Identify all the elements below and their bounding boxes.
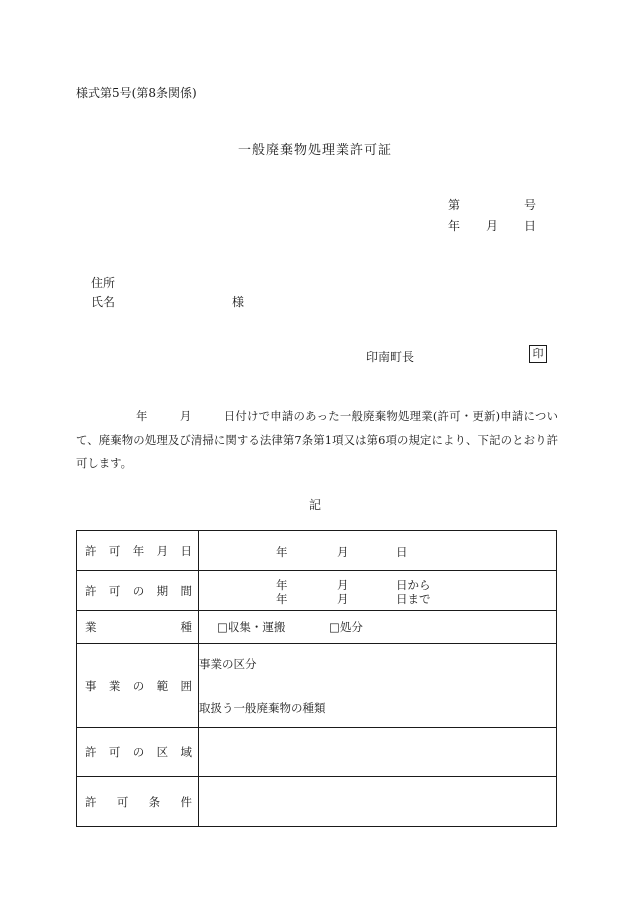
value-permit-date: 年 月 日 [199, 531, 557, 571]
row-business-type [77, 611, 557, 644]
seal-mark: 印 [529, 345, 547, 363]
issuer-name: 印南町長 [366, 350, 415, 364]
name-label: 氏名 [91, 295, 116, 309]
label-permit-conditions: 許 可 条 件 [77, 777, 199, 827]
value-permit-area [199, 728, 557, 777]
value-permit-conditions [199, 777, 557, 827]
honorific: 様 [232, 295, 245, 309]
body-year: 年 [136, 409, 148, 423]
checkbox-collection-transport[interactable]: □収集・運搬 [217, 620, 286, 634]
body-paragraph [76, 405, 558, 476]
form-number-label: 様式第5号(第8条関係) [76, 86, 197, 100]
body-month: 月 [179, 409, 192, 423]
number-suffix: 号 [523, 198, 536, 212]
label-business-type: 業 種 [77, 611, 199, 644]
row-permit-conditions [77, 777, 557, 827]
address-label: 住所 [91, 276, 116, 290]
waste-types-label: 取扱う一般廃棄物の種類 [199, 701, 326, 715]
label-business-scope: 事 業 の 範 囲 [77, 644, 199, 728]
value-business-type [199, 611, 557, 644]
permit-number-line [448, 196, 536, 213]
row-business-scope [77, 644, 557, 728]
label-permit-period: 許 可 の 期 間 [77, 571, 199, 611]
row-permit-period [77, 571, 557, 611]
body-text: 日付けで申請のあった一般廃棄物処理業(許可・更新)申請について、廃棄物の処理及び清掃に関する法律第7条第1項又は第6項の規定により、下記のとおり許可します。 [76, 409, 558, 470]
issue-day-label: 日 [523, 219, 536, 233]
ki-heading: 記 [308, 498, 321, 512]
label-permit-date: 許 可 年 月 日 [77, 531, 199, 571]
label-permit-area: 許 可 の 区 域 [77, 728, 199, 777]
number-prefix: 第 [448, 198, 461, 212]
document-title: 一般廃棄物処理業許可証 [237, 143, 392, 158]
permit-details-table [76, 530, 557, 827]
value-permit-period: 年 月 日から 年 月 日まで [199, 571, 557, 611]
checkbox-disposal[interactable]: □処分 [329, 620, 363, 634]
row-permit-date [77, 531, 557, 571]
issue-year-label: 年 [448, 219, 461, 233]
issue-month-label: 月 [485, 219, 498, 233]
row-permit-area [77, 728, 557, 777]
value-business-scope [199, 644, 557, 728]
issue-date-line [448, 217, 536, 234]
business-division-label: 事業の区分 [199, 657, 257, 671]
